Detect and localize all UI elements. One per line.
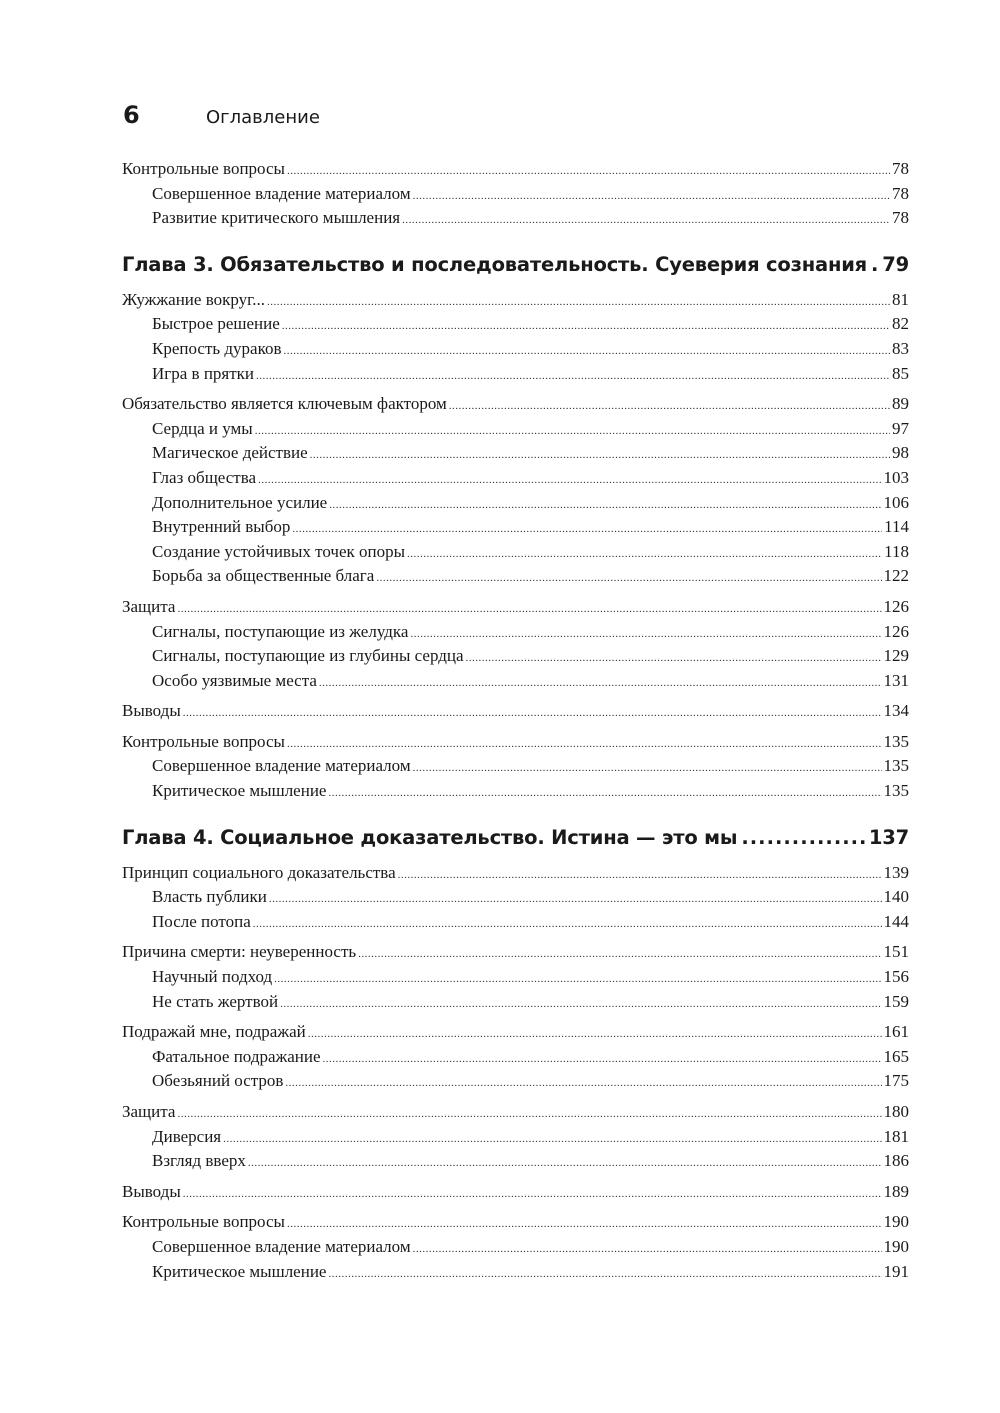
entry-title: Совершенное владение материалом [152, 756, 411, 776]
dot-leader [284, 339, 890, 364]
toc-subentry[interactable] [122, 644, 909, 669]
toc-subentry[interactable] [122, 337, 909, 362]
toc-entry[interactable] [122, 1210, 909, 1235]
toc-subentry[interactable] [122, 910, 909, 935]
entry-page: 85 [892, 363, 909, 383]
toc-subentry[interactable] [122, 1045, 909, 1070]
dot-leader [292, 517, 882, 542]
toc-subentry[interactable] [122, 564, 909, 589]
entry-title: Создание устойчивых точек опоры [152, 541, 406, 561]
dot-leader [177, 597, 881, 622]
chapter-heading[interactable] [122, 250, 909, 280]
entry-page: 129 [883, 646, 909, 666]
dot-leader [871, 250, 881, 280]
entry-title: Крепость дураков [152, 338, 282, 358]
entry-title: Контрольные вопросы [122, 159, 285, 178]
entry-title: Причина смерти: неуверенность [122, 942, 357, 962]
entry-page: 81 [892, 289, 909, 309]
entry-page: 118 [884, 541, 909, 561]
dot-leader [308, 1022, 882, 1047]
entry-title: Научный подход [152, 967, 273, 987]
entry-page: 83 [892, 338, 909, 358]
entry-title: Защита [122, 596, 176, 616]
toc-subentry[interactable] [122, 441, 909, 466]
entry-page: 151 [883, 942, 909, 962]
toc-subentry[interactable] [122, 1260, 909, 1285]
entry-page: 165 [883, 1046, 909, 1066]
dot-leader [223, 1127, 881, 1152]
entry-title: Жужжание вокруг... [122, 289, 265, 309]
entry-page: 97 [892, 418, 909, 438]
dot-leader [183, 701, 882, 726]
table-of-contents [122, 157, 909, 1284]
running-title: Оглавление [206, 107, 320, 128]
entry-title: Игра в прятки [152, 363, 255, 383]
dot-leader [741, 823, 868, 853]
toc-subentry[interactable] [122, 540, 909, 565]
toc-entry[interactable] [122, 861, 909, 886]
entry-page: 175 [883, 1071, 909, 1091]
toc-subentry[interactable] [122, 1149, 909, 1174]
page-header [123, 101, 320, 131]
toc-subentry[interactable] [122, 1125, 909, 1150]
toc-subentry[interactable] [122, 1235, 909, 1260]
toc-entry[interactable] [122, 1100, 909, 1125]
dot-leader [407, 542, 882, 567]
entry-title: Сигналы, поступающие из глубины сердца [152, 646, 464, 666]
entry-page: 78 [892, 159, 909, 178]
entry-page: 78 [892, 208, 909, 228]
toc-entry[interactable] [122, 699, 909, 724]
entry-page: 126 [883, 596, 909, 616]
toc-section-chapter-3 [122, 288, 909, 804]
dot-leader [319, 671, 882, 696]
toc-entry[interactable] [122, 1020, 909, 1045]
entry-title: Совершенное владение материалом [152, 183, 411, 203]
dot-leader [329, 493, 881, 518]
toc-subentry[interactable] [122, 754, 909, 779]
chapter-title: Глава 4. Социальное доказательство. Истина — это мы [122, 825, 738, 849]
entry-page: 126 [883, 621, 909, 641]
dot-leader [328, 781, 881, 806]
dot-leader [285, 1071, 881, 1096]
toc-entry[interactable] [122, 595, 909, 620]
dot-leader [280, 992, 881, 1017]
entry-title: Магическое действие [152, 443, 308, 463]
entry-page: 134 [883, 701, 909, 721]
entry-page: 186 [883, 1151, 909, 1171]
entry-page: 144 [883, 911, 909, 931]
dot-leader [323, 1047, 882, 1072]
entry-page: 181 [883, 1126, 909, 1146]
entry-title: Совершенное владение материалом [152, 1236, 411, 1256]
entry-title: Критическое мышление [152, 1261, 327, 1281]
dot-leader [287, 1212, 882, 1237]
entry-title: Контрольные вопросы [122, 1212, 285, 1232]
toc-subentry[interactable] [122, 206, 909, 231]
entry-title: Развитие критического мышления [152, 208, 401, 228]
dot-leader [183, 1182, 882, 1207]
toc-entry[interactable] [122, 288, 909, 313]
entry-page: 114 [884, 517, 909, 537]
entry-title: Не стать жертвой [152, 991, 279, 1011]
entry-title: Быстрое решение [152, 314, 280, 334]
entry-title: Защита [122, 1102, 176, 1121]
toc-entry[interactable] [122, 392, 909, 417]
dot-leader [256, 364, 890, 389]
entry-title: Глаз общества [152, 467, 257, 487]
chapter-title: Глава 3. Обязательство и последовательность. Суеверия сознания [122, 252, 867, 276]
entry-page: 191 [883, 1261, 909, 1281]
entry-page: 131 [883, 670, 909, 690]
dot-leader [466, 646, 882, 671]
dot-leader [282, 314, 890, 339]
dot-leader [177, 1102, 881, 1127]
entry-title: Особо уязвимые места [152, 670, 317, 690]
toc-section-chapter-4 [122, 861, 909, 1285]
entry-page: 103 [883, 467, 909, 487]
entry-title: Внутренний выбор [152, 517, 291, 537]
chapter-page: 137 [868, 825, 909, 849]
entry-title: Критическое мышление [152, 781, 327, 801]
entry-page: 189 [883, 1181, 909, 1201]
entry-page: 190 [883, 1212, 909, 1232]
entry-page: 135 [883, 731, 909, 751]
dot-leader [258, 468, 881, 493]
entry-page: 190 [883, 1236, 909, 1256]
dot-leader [413, 184, 890, 209]
toc-entry[interactable] [122, 157, 909, 182]
dot-leader [267, 290, 890, 315]
toc-entry[interactable] [122, 730, 909, 755]
entry-page: 156 [883, 967, 909, 987]
toc-entry[interactable] [122, 940, 909, 965]
dot-leader [274, 967, 881, 992]
entry-title: После потопа [152, 911, 251, 931]
entry-title: Диверсия [152, 1126, 222, 1146]
dot-leader [287, 732, 882, 757]
toc-subentry[interactable] [122, 965, 909, 990]
chapter-page: 79 [882, 252, 909, 276]
toc-subentry[interactable] [122, 1069, 909, 1094]
chapter-heading[interactable] [122, 823, 909, 853]
toc-section-pre [122, 157, 909, 231]
dot-leader [328, 1262, 881, 1287]
entry-page: 98 [892, 443, 909, 463]
dot-leader [255, 419, 890, 444]
entry-page: 180 [883, 1102, 909, 1121]
dot-leader [310, 443, 890, 468]
entry-page: 161 [883, 1022, 909, 1042]
entry-page: 106 [883, 492, 909, 512]
dot-leader [287, 159, 890, 184]
toc-subentry[interactable] [122, 491, 909, 516]
entry-title: Обязательство является ключевым фактором [122, 394, 447, 414]
page-number: 6 [123, 101, 140, 129]
entry-title: Фатальное подражание [152, 1046, 321, 1066]
entry-title: Принцип социального доказательства [122, 862, 396, 882]
entry-page: 78 [892, 183, 909, 203]
entry-page: 135 [883, 756, 909, 776]
dot-leader [449, 394, 890, 419]
entry-title: Обезьяний остров [152, 1071, 284, 1091]
entry-page: 139 [883, 862, 909, 882]
entry-title: Подражай мне, подражай [122, 1022, 306, 1042]
entry-title: Контрольные вопросы [122, 731, 285, 751]
dot-leader [413, 756, 882, 781]
entry-title: Власть публики [152, 887, 267, 907]
toc-subentry[interactable] [122, 990, 909, 1015]
dot-leader [253, 912, 882, 937]
entry-page: 89 [892, 394, 909, 414]
dot-leader [269, 887, 882, 912]
entry-title: Дополнительное усилие [152, 492, 328, 512]
entry-page: 159 [883, 991, 909, 1011]
toc-subentry[interactable] [122, 669, 909, 694]
toc-subentry[interactable] [122, 362, 909, 387]
entry-page: 122 [883, 566, 909, 586]
dot-leader [402, 208, 890, 233]
entry-title: Выводы [122, 1181, 181, 1201]
entry-title: Борьба за общественные блага [152, 566, 375, 586]
toc-subentry[interactable] [122, 312, 909, 337]
entry-page: 82 [892, 314, 909, 334]
entry-title: Выводы [122, 701, 181, 721]
entry-page: 140 [883, 887, 909, 907]
entry-title: Взгляд вверх [152, 1151, 246, 1171]
toc-subentry[interactable] [122, 466, 909, 491]
toc-entry[interactable] [122, 1180, 909, 1205]
toc-subentry[interactable] [122, 620, 909, 645]
entry-title: Сердца и умы [152, 418, 253, 438]
toc-subentry[interactable] [122, 182, 909, 207]
toc-subentry[interactable] [122, 417, 909, 442]
dot-leader [248, 1151, 882, 1176]
entry-title: Сигналы, поступающие из желудка [152, 621, 409, 641]
dot-leader [410, 622, 881, 647]
dot-leader [376, 566, 881, 591]
dot-leader [398, 863, 882, 888]
toc-subentry[interactable] [122, 779, 909, 804]
entry-page: 135 [883, 781, 909, 801]
toc-subentry[interactable] [122, 515, 909, 540]
dot-leader [358, 942, 881, 967]
dot-leader [413, 1237, 882, 1262]
toc-subentry[interactable] [122, 885, 909, 910]
